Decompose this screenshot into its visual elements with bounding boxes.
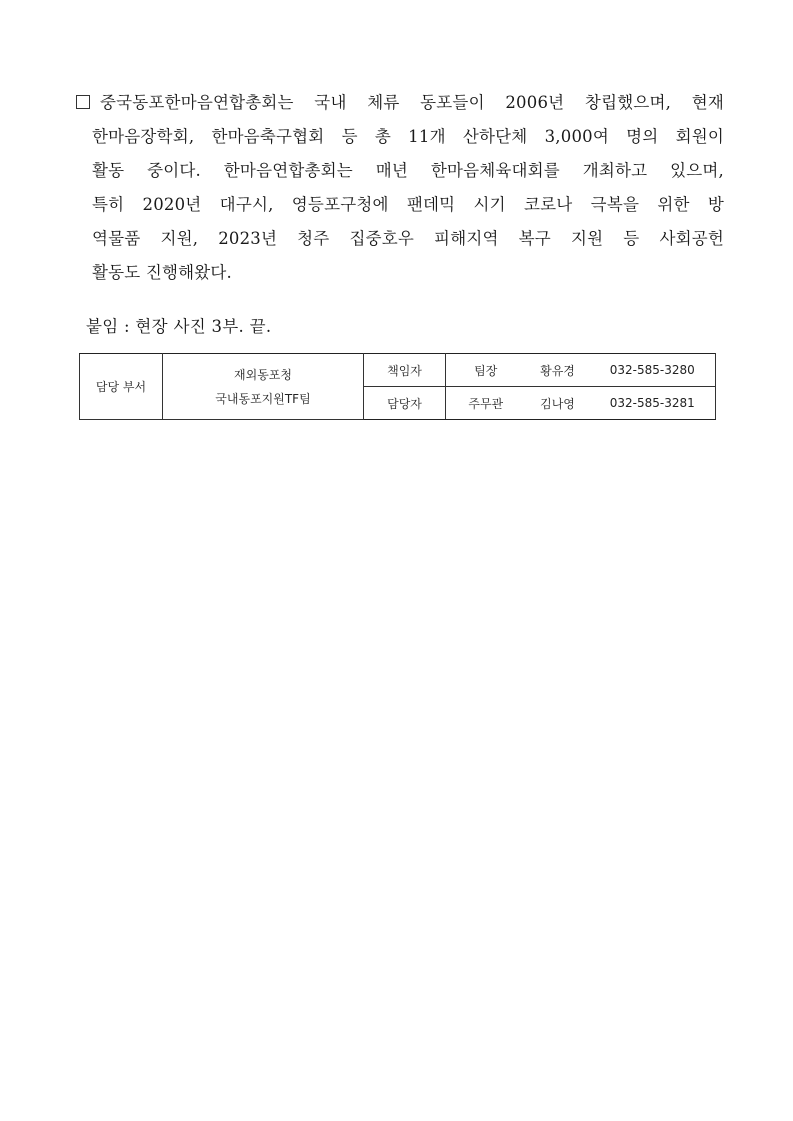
paragraph-line: 특히 2020년 대구시, 영등포구청에 팬데믹 시기 코로나 극복을 위한 방 — [92, 195, 724, 214]
paragraph-line: 역물품 지원, 2023년 청주 집중호우 피해지역 복구 지원 등 사회공헌 — [92, 229, 724, 248]
phone-cell: 032-585-3280 — [590, 354, 716, 387]
name-cell: 김나영 — [526, 387, 590, 420]
department-name: 재외동포청 — [234, 367, 292, 382]
phone-cell: 032-585-3281 — [590, 387, 716, 420]
body-paragraph — [76, 86, 724, 290]
paragraph-line: 활동 중이다. 한마음연합총회는 매년 한마음체육대회를 개최하고 있으며, — [92, 161, 724, 180]
empty-square-icon — [76, 95, 90, 109]
department-team: 국내동포지원TF팀 — [215, 391, 311, 406]
paragraph-line: 한마음장학회, 한마음축구협회 등 총 11개 산하단체 3,000여 명의 회원이 — [92, 127, 724, 146]
department-cell — [163, 354, 364, 420]
contact-table — [79, 353, 716, 420]
section-label-cell — [80, 354, 163, 420]
title-cell: 팀장 — [446, 354, 526, 387]
paragraph-line: 중국동포한마음연합총회는 국내 체류 동포들이 2006년 창립했으며, 현재 — [76, 86, 724, 120]
role-cell: 책임자 — [364, 354, 446, 387]
contact-row — [80, 354, 716, 387]
attachment-note: 붙임 : 현장 사진 3부. 끝. — [86, 317, 272, 336]
paragraph-line: 활동도 진행해왔다. — [92, 263, 233, 282]
name-cell: 황유경 — [526, 354, 590, 387]
section-label: 담당 부서 — [95, 380, 147, 394]
role-cell: 담당자 — [364, 387, 446, 420]
title-cell: 주무관 — [446, 387, 526, 420]
